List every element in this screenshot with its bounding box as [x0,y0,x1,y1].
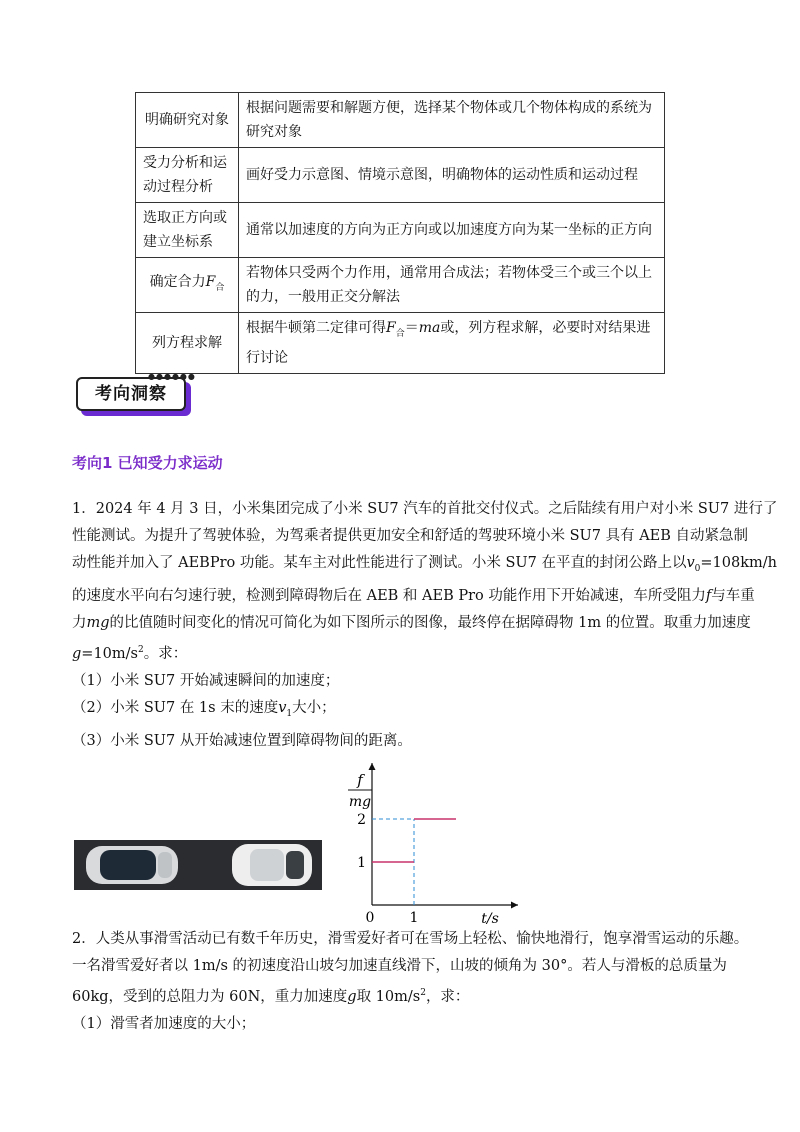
force-symbol: F [386,320,396,336]
chart-axes [372,763,518,905]
velocity-symbol: v [278,699,287,716]
step-name: 受力分析和运动过程分析 [136,148,239,203]
chart-labels [348,771,499,925]
q1-line [72,583,755,610]
question-1 [72,496,778,755]
velocity-symbol: v [686,555,695,571]
text: 动性能并加入了 AEBPro 功能。某车主对此性能进行了测试。小米 SU7 在平直的封闭公路上以 [72,555,687,571]
y-tick-label: 2 [357,812,366,828]
text: 的比值随时间变化的情况可简化为如下图所示的图像，最终停在据障碍物 1m 的位置。取重力加速度 [109,614,751,631]
q2-subquestion: （1）滑雪者加速度的大小； [72,1015,256,1032]
q1-line: 1．2024 年 4 月 3 日，小米集团完成了小米 SU7 汽车的首批交付仪式。之后陆续有用户对小米 SU7 进行了 [72,501,778,517]
force-subscript: 合 [215,282,225,293]
text: 。求： [143,645,188,662]
text: =10m/s [81,645,138,662]
text: 力 [72,614,87,631]
q1-subquestion: （1）小米 SU7 开始减速瞬间的加速度； [72,672,340,689]
car-left-icon [86,846,178,884]
superscript: 2 [420,988,426,998]
step-description: 若物体只受两个力作用，通常用合成法；若物体受三个或三个以上的力，一般用正交分解法 [239,258,665,313]
q1-line: 性能测试。为提升了驾驶体验，为驾乘者提供更加安全和舒适的驾驶环境小米 SU7 具有 AEB 自动紧急制 [72,528,749,544]
text: ，求： [425,988,470,1005]
force-ratio-chart [340,755,530,925]
table-row [136,93,665,148]
superscript: 2 [137,644,144,655]
origin-label: 0 [365,910,375,925]
text: 与车重 [711,587,755,604]
q1-line [72,550,777,583]
text: 的速度水平向右匀速行驶，检测到障碍物后在 AEB 和 AEB Pro 功能作用下开始减速，车所受阻力 [72,587,706,604]
q2-line: 一名滑雪爱好者以 1m/s 的初速度沿山坡匀加速直线滑下，山坡的倾角为 30°。若人与滑板的总质量为 [72,958,727,974]
q2-line [72,980,732,1011]
x-axis-label: t/s [481,911,499,925]
g-symbol: g [72,645,82,662]
ma-symbol: ma [418,320,441,336]
method-steps-table [135,92,665,374]
cars-illustration [74,840,322,890]
x-tick-label: 1 [409,910,419,925]
table-row [136,148,665,203]
text: （2）小米 SU7 在 1s 末的速度 [72,699,279,716]
badge-label: 考向洞察 [76,377,186,411]
y-label-numerator: f [357,771,363,789]
y-tick-label: 1 [357,855,366,871]
step-description [239,313,665,374]
desc-text: 根据牛顿第二定律可得 [246,320,386,336]
force-subscript: 合 [395,328,405,339]
force-symbol: F [205,274,216,291]
table-row [136,313,665,374]
subscript: 1 [286,708,293,719]
text: 大小； [292,699,336,716]
drag-symbol: f [705,587,712,604]
section-badge [76,372,196,417]
step-name: 选取正方向或建立坐标系 [136,203,239,258]
step-name-text: 确定合力 [149,274,206,291]
g-symbol: g [347,988,357,1005]
subscript: 0 [694,563,701,574]
desc-text: 或，列方程求解，必要时对结果进行讨论 [246,320,651,366]
step-description: 画好受力示意图、情境示意图，明确物体的运动性质和运动过程 [239,148,665,203]
q1-subquestion [72,695,732,728]
section-title: 考向1 已知受力求运动 [72,454,223,472]
step-name [136,258,239,313]
car-photo [74,840,322,890]
text: =108km/h [700,555,777,571]
equals-sign: ＝ [404,320,419,336]
badge-dots-icon: ●●●●●● [148,372,196,381]
step-description: 根据问题需要和解题方便，选择某个物体或几个物体构成的系统为研究对象 [239,93,665,148]
step-name: 明确研究对象 [136,93,239,148]
table-row [136,258,665,313]
q1-line [72,637,732,668]
step-name: 列方程求解 [136,313,239,374]
q1-subquestion: （3）小米 SU7 从开始减速位置到障碍物间的距离。 [72,732,412,749]
mg-symbol: mg [86,614,110,631]
q2-line: 2．人类从事滑雪活动已有数千年历史，滑雪爱好者可在雪场上轻松、愉快地滑行，饱享滑雪运动的乐趣。 [72,931,749,947]
question-2 [72,926,749,1038]
car-right-icon [232,844,312,886]
q1-line [72,610,751,637]
y-label-denominator: mg [348,794,372,810]
text: 取 10m/s [356,988,421,1005]
table-row [136,203,665,258]
text: 60kg，受到的总阻力为 60N，重力加速度 [72,988,348,1005]
step-description: 通常以加速度的方向为正方向或以加速度方向为某一坐标的正方向 [239,203,665,258]
